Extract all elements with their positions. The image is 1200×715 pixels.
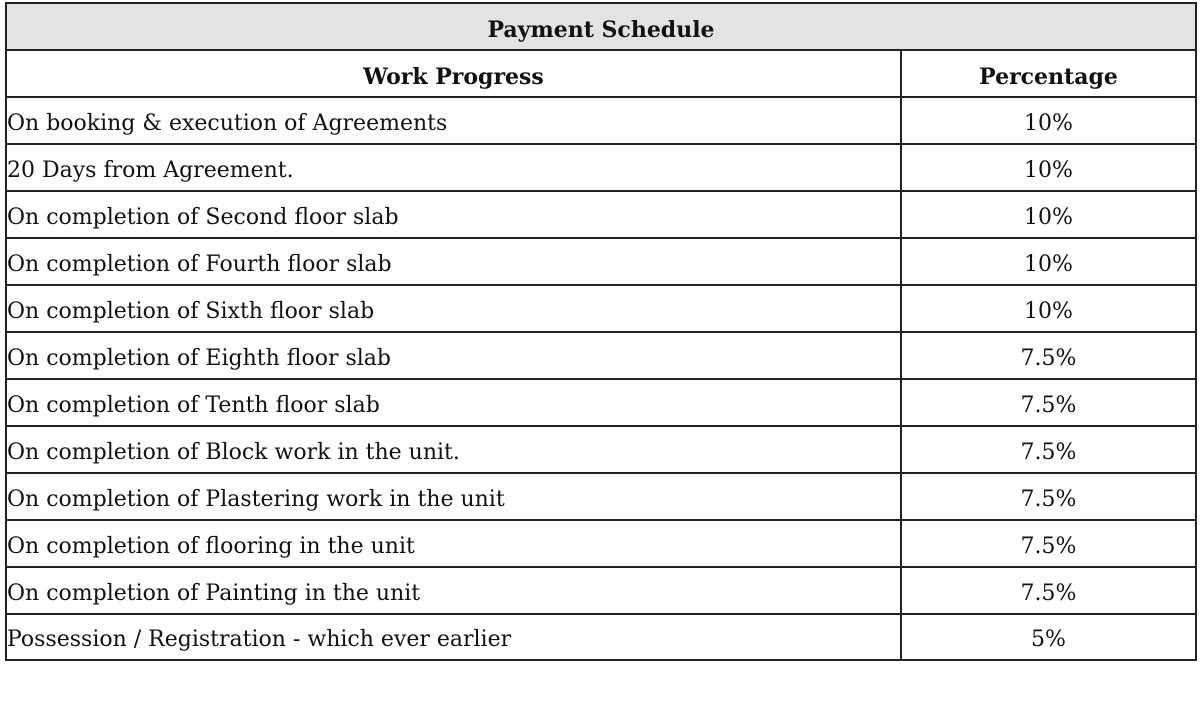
work-progress-cell: On completion of Fourth floor slab (6, 238, 901, 285)
percentage-cell: 5% (901, 614, 1196, 660)
work-progress-cell: On completion of Tenth floor slab (6, 379, 901, 426)
table-row (6, 285, 1196, 332)
table-row (6, 567, 1196, 614)
percentage-cell: 7.5% (901, 473, 1196, 520)
table-row (6, 238, 1196, 285)
percentage-cell: 7.5% (901, 520, 1196, 567)
percentage-cell: 7.5% (901, 379, 1196, 426)
table-row (6, 520, 1196, 567)
percentage-cell: 7.5% (901, 332, 1196, 379)
work-progress-cell: On booking & execution of Agreements (6, 97, 901, 144)
percentage-cell: 10% (901, 191, 1196, 238)
header-percentage: Percentage (901, 50, 1196, 97)
work-progress-cell: Possession / Registration - which ever earlier (6, 614, 901, 660)
table-row (6, 97, 1196, 144)
header-work-progress: Work Progress (6, 50, 901, 97)
work-progress-cell: On completion of Eighth floor slab (6, 332, 901, 379)
table-title: Payment Schedule (6, 3, 1196, 50)
work-progress-cell: On completion of Sixth floor slab (6, 285, 901, 332)
work-progress-cell: 20 Days from Agreement. (6, 144, 901, 191)
percentage-cell: 7.5% (901, 567, 1196, 614)
header-row (6, 50, 1196, 97)
percentage-cell: 10% (901, 144, 1196, 191)
percentage-cell: 10% (901, 285, 1196, 332)
work-progress-cell: On completion of Block work in the unit. (6, 426, 901, 473)
payment-schedule-table (5, 2, 1197, 661)
table-row (6, 332, 1196, 379)
table-row (6, 144, 1196, 191)
table-row (6, 191, 1196, 238)
percentage-cell: 10% (901, 97, 1196, 144)
table-row (6, 614, 1196, 660)
title-row (6, 3, 1196, 50)
table-row (6, 379, 1196, 426)
work-progress-cell: On completion of Painting in the unit (6, 567, 901, 614)
work-progress-cell: On completion of Second floor slab (6, 191, 901, 238)
work-progress-cell: On completion of flooring in the unit (6, 520, 901, 567)
table-row (6, 426, 1196, 473)
percentage-cell: 10% (901, 238, 1196, 285)
work-progress-cell: On completion of Plastering work in the unit (6, 473, 901, 520)
percentage-cell: 7.5% (901, 426, 1196, 473)
table-row (6, 473, 1196, 520)
